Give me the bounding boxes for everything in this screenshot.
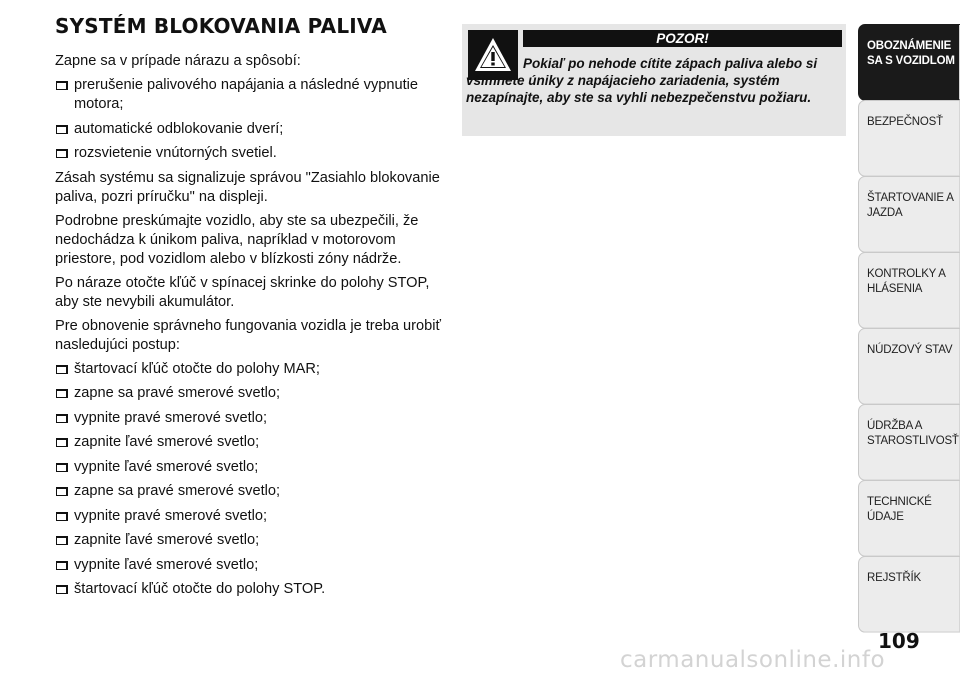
list-item: prerušenie palivového napájania a následné vypnutie motora; bbox=[55, 76, 450, 114]
paragraph-inspect: Podrobne preskúmajte vozidlo, aby ste sa ubezpečili, že nedochádza k únikom paliva, napríklad v motorovom priestore, pod vozidlom alebo v blízkosti zóny nádrže. bbox=[55, 212, 419, 267]
checkbox-bullet-icon bbox=[56, 389, 68, 398]
steps-list bbox=[55, 360, 450, 600]
tab-oboznamenie[interactable]: OBOZNÁMENIE SA S VOZIDLOM bbox=[858, 24, 960, 101]
list-item: štartovací kľúč otočte do polohy STOP. bbox=[55, 580, 450, 599]
checkbox-bullet-icon bbox=[56, 463, 68, 472]
tab-udrzba[interactable]: ÚDRŽBA A STAROSTLIVOSŤ bbox=[858, 404, 960, 481]
list-item: vypnite pravé smerové svetlo; bbox=[55, 409, 450, 428]
list-item: automatické odblokovanie dverí; bbox=[55, 120, 450, 139]
list-item: vypnite ľavé smerové svetlo; bbox=[55, 556, 450, 575]
tab-technicke-udaje[interactable]: TECHNICKÉ ÚDAJE bbox=[858, 480, 960, 557]
list-item: vypnite pravé smerové svetlo; bbox=[55, 507, 450, 526]
main-column bbox=[55, 14, 450, 605]
paragraph-stop: Po náraze otočte kľúč v spínacej skrinke do polohy STOP, aby ste nevybili akumulátor. bbox=[55, 274, 430, 310]
list-item: zapne sa pravé smerové svetlo; bbox=[55, 482, 450, 501]
page-number: 109 bbox=[878, 629, 920, 653]
tab-kontrolky[interactable]: KONTROLKY A HLÁSENIA bbox=[858, 252, 960, 329]
section-heading: SYSTÉM BLOKOVANIA PALIVA bbox=[55, 14, 387, 38]
tab-bezpecnost[interactable]: BEZPEČNOSŤ bbox=[858, 100, 960, 177]
list-item: vypnite ľavé smerové svetlo; bbox=[55, 458, 450, 477]
paragraph-signal: Zásah systému sa signalizuje správou "Zasiahlo blokovanie paliva, pozri príručku" na displeji. bbox=[55, 169, 440, 205]
checkbox-bullet-icon bbox=[56, 487, 68, 496]
checkbox-bullet-icon bbox=[56, 561, 68, 570]
checkbox-bullet-icon bbox=[56, 512, 68, 521]
watermark: carmanualsonline.info bbox=[620, 647, 886, 673]
checkbox-bullet-icon bbox=[56, 536, 68, 545]
checkbox-bullet-icon bbox=[56, 125, 68, 134]
chapter-tabs bbox=[858, 24, 960, 632]
checkbox-bullet-icon bbox=[56, 438, 68, 447]
tab-nudzovy-stav[interactable]: NÚDZOVÝ STAV bbox=[858, 328, 960, 405]
checkbox-bullet-icon bbox=[56, 585, 68, 594]
intro-text: Zapne sa v prípade nárazu a spôsobí: bbox=[55, 53, 301, 69]
list-item: zapne sa pravé smerové svetlo; bbox=[55, 384, 450, 403]
tab-startovanie[interactable]: ŠTARTOVANIE A JAZDA bbox=[858, 176, 960, 253]
warning-title: POZOR! bbox=[523, 30, 842, 47]
checkbox-bullet-icon bbox=[56, 81, 68, 90]
paragraph-procedure: Pre obnovenie správneho fungovania vozidla je treba urobiť nasledujúci postup: bbox=[55, 317, 441, 353]
list-item: zapnite ľavé smerové svetlo; bbox=[55, 531, 450, 550]
warning-box bbox=[462, 24, 846, 136]
checkbox-bullet-icon bbox=[56, 365, 68, 374]
tab-rejstrik[interactable]: REJSTŘÍK bbox=[858, 556, 960, 633]
effects-list bbox=[55, 76, 450, 163]
checkbox-bullet-icon bbox=[56, 414, 68, 423]
list-item: rozsvietenie vnútorných svetiel. bbox=[55, 144, 450, 163]
list-item: štartovací kľúč otočte do polohy MAR; bbox=[55, 360, 450, 379]
checkbox-bullet-icon bbox=[56, 149, 68, 158]
list-item: zapnite ľavé smerové svetlo; bbox=[55, 433, 450, 452]
warning-text: Pokiaľ po nehode cítite zápach paliva alebo si všimnete úniky z napájacieho zariadenia, systém nezapínajte, aby ste sa vyhli nebezpečenstvu požiaru. bbox=[466, 56, 818, 105]
